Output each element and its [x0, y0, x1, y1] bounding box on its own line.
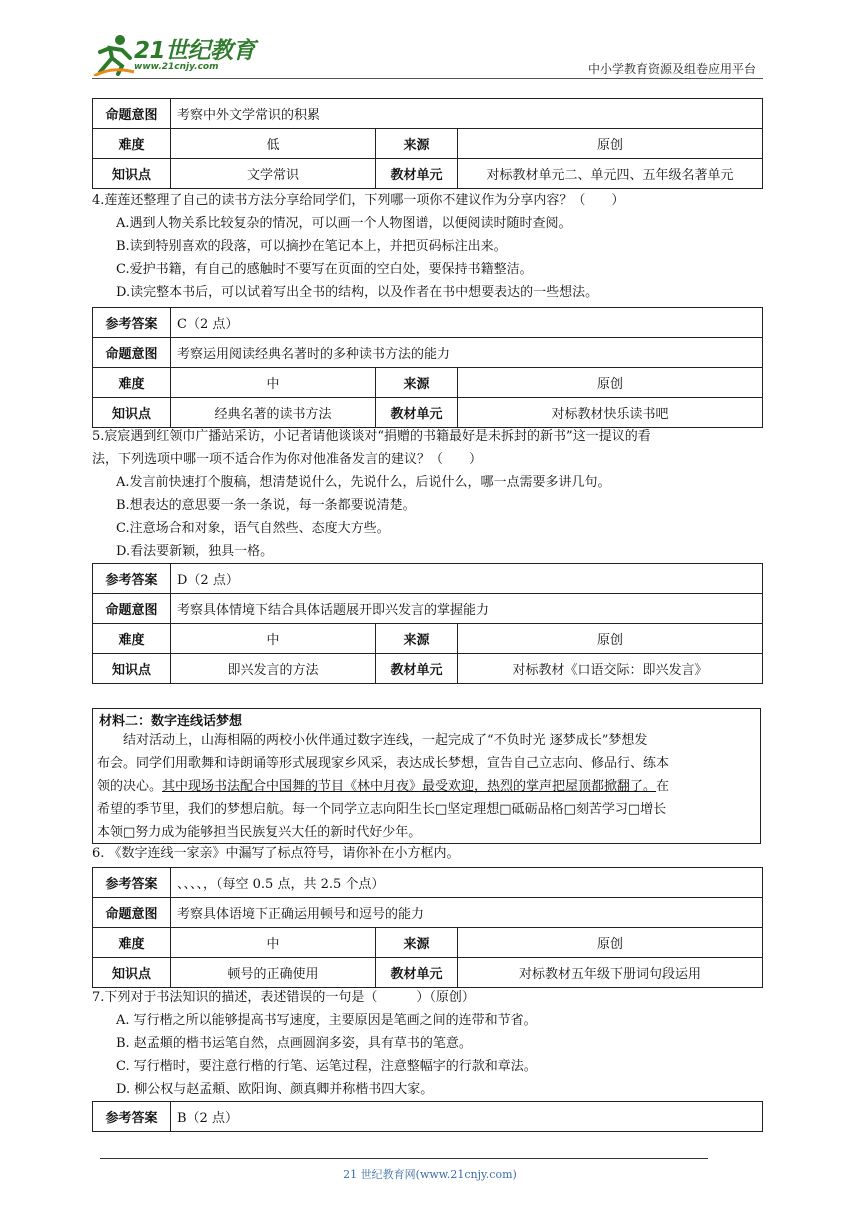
- info-table-q6: [92, 867, 763, 988]
- question-5-stem-line2: 法，下列选项中哪一项不适合作为你对他准备发言的建议？（ ）: [92, 452, 483, 467]
- difficulty-value: 中: [171, 624, 376, 654]
- difficulty-value: 中: [171, 368, 376, 398]
- question-5-stem-line1: 5.宸宸遇到红领巾广播站采访，小记者请他谈谈对“捐赠的书籍最好是未拆封的新书”这一提议的看: [92, 429, 651, 444]
- info-table-q5: [92, 563, 763, 684]
- logo-text: 21世纪教育: [134, 38, 256, 64]
- unit-label: 教材单元: [376, 159, 458, 189]
- platform-name: 中小学教育资源及组卷应用平台: [587, 62, 756, 76]
- knowledge-value: 即兴发言的方法: [171, 654, 376, 684]
- question-7-option-d: D. 柳公权与赵孟頫、欧阳询、颜真卿并称楷书四大家。: [116, 1082, 434, 1097]
- info-table-q7: [92, 1101, 763, 1132]
- difficulty-label: 难度: [93, 368, 171, 398]
- intent-value: 考察具体语境下正确运用顿号和逗号的能力: [171, 898, 763, 928]
- intent-label: 命题意图: [93, 338, 171, 368]
- question-4-stem: 4.莲莲还整理了自己的读书方法分享给同学们，下列哪一项你不建议作为分享内容？（ ）: [92, 193, 625, 208]
- source-value: 原创: [458, 129, 763, 159]
- intent-value: 考察运用阅读经典名著时的多种读书方法的能力: [171, 338, 763, 368]
- unit-value: 对标教材单元二、单元四、五年级名著单元: [458, 159, 763, 189]
- logo-url: www.21cnjy.com: [134, 62, 219, 72]
- answer-value: B（2 点）: [171, 1102, 763, 1132]
- knowledge-label: 知识点: [93, 654, 171, 684]
- header-divider: [92, 78, 763, 79]
- unit-value: 对标教材快乐读书吧: [458, 398, 763, 428]
- question-5-option-d: D.看法要新颖，独具一格。: [116, 544, 274, 559]
- knowledge-value: 顿号的正确使用: [171, 958, 376, 988]
- question-7-option-c: C. 写行楷时，要注意行楷的行笔、运笔过程，注意整幅字的行款和章法。: [116, 1059, 537, 1074]
- knowledge-label: 知识点: [93, 958, 171, 988]
- source-label: 来源: [376, 928, 458, 958]
- answer-label: 参考答案: [93, 1102, 171, 1132]
- unit-label: 教材单元: [376, 958, 458, 988]
- intent-value: 考察具体情境下结合具体话题展开即兴发言的掌握能力: [171, 594, 763, 624]
- question-4-option-a: A.遇到人物关系比较复杂的情况，可以画一个人物图谱，以便阅读时随时查阅。: [116, 216, 572, 231]
- intent-label: 命题意图: [93, 99, 171, 129]
- material-line: 希望的季节里，我们的梦想启航。每一个同学立志向阳生长□坚定理想□砥砺品格□刻苦学习□增长: [97, 802, 667, 817]
- source-label: 来源: [376, 624, 458, 654]
- knowledge-label: 知识点: [93, 398, 171, 428]
- difficulty-label: 难度: [93, 928, 171, 958]
- answer-label: 参考答案: [93, 308, 171, 338]
- footer-divider: [100, 1158, 708, 1159]
- knowledge-label: 知识点: [93, 159, 171, 189]
- material-text: 领的决心。: [97, 779, 163, 794]
- footer-link[interactable]: 21 世纪教育网(www.21cnjy.com): [343, 1168, 517, 1181]
- answer-value: C（2 点）: [171, 308, 763, 338]
- material-title: 材料二：数字连线话梦想: [99, 714, 243, 729]
- material-line: [97, 775, 669, 798]
- source-value: 原创: [458, 624, 763, 654]
- source-label: 来源: [376, 368, 458, 398]
- question-7-stem: 7.下列对于书法知识的描述，表述错误的一句是（ ）（原创）: [92, 990, 475, 1005]
- answer-value: 、、、、，（每空 0.5 点，共 2.5 个点）: [171, 868, 763, 898]
- unit-label: 教材单元: [376, 654, 458, 684]
- unit-label: 教材单元: [376, 398, 458, 428]
- question-4-option-d: D.读完整本书后，可以试着写出全书的结构，以及作者在书中想要表达的一些想法。: [116, 285, 599, 300]
- material-text: 在: [656, 779, 670, 794]
- material-line: 本领□努力成为能够担当民族复兴大任的新时代好少年。: [97, 825, 422, 840]
- question-4-option-b: B.读到特别喜欢的段落，可以摘抄在笔记本上，并把页码标注出来。: [116, 239, 507, 254]
- difficulty-value: 中: [171, 928, 376, 958]
- question-5-option-b: B.想表达的意思要一条一条说，每一条都要说清楚。: [116, 498, 416, 513]
- info-table-q4: [92, 307, 763, 428]
- material-line: 布会。同学们用歌舞和诗朗诵等形式展现家乡风采，表达成长梦想，宣告自己立志向、修品行、练本: [97, 756, 670, 771]
- knowledge-value: 文学常识: [171, 159, 376, 189]
- difficulty-value: 低: [171, 129, 376, 159]
- running-figure-icon: [92, 32, 136, 76]
- unit-value: 对标教材五年级下册词句段运用: [458, 958, 763, 988]
- answer-value: D（2 点）: [171, 564, 763, 594]
- material-line: 结对活动上，山海相隔的两校小伙伴通过数字连线，一起完成了“不负时光 逐梦成长”梦想发: [97, 733, 648, 748]
- intent-value: 考察中外文学常识的积累: [171, 99, 763, 129]
- intent-label: 命题意图: [93, 898, 171, 928]
- question-7-option-b: B. 赵孟頫的楷书运笔自然，点画圆润多姿，具有草书的笔意。: [116, 1036, 472, 1051]
- intent-label: 命题意图: [93, 594, 171, 624]
- material-underlined-sentence: 其中现场书法配合中国舞的节目《林中月夜》最受欢迎，热烈的掌声把屋顶都掀翻了。: [162, 779, 657, 794]
- source-value: 原创: [458, 368, 763, 398]
- source-value: 原创: [458, 928, 763, 958]
- source-label: 来源: [376, 129, 458, 159]
- answer-label: 参考答案: [93, 564, 171, 594]
- question-5-option-c: C.注意场合和对象，语气自然些、态度大方些。: [116, 521, 390, 536]
- material-box: [92, 708, 761, 844]
- question-4-option-c: C.爱护书籍，有自己的感触时不要写在页面的空白处，要保持书籍整洁。: [116, 262, 533, 277]
- difficulty-label: 难度: [93, 624, 171, 654]
- difficulty-label: 难度: [93, 129, 171, 159]
- unit-value: 对标教材《口语交际：即兴发言》: [458, 654, 763, 684]
- question-7-option-a: A. 写行楷之所以能够提高书写速度，主要原因是笔画之间的连带和节省。: [116, 1013, 537, 1028]
- question-5-option-a: A.发言前快速打个腹稿，想清楚说什么，先说什么，后说什么，哪一点需要多讲几句。: [116, 475, 611, 490]
- info-table-previous: [92, 98, 763, 189]
- question-6-stem: 6. 《数字连线一家亲》中漏写了标点符号，请你补在小方框内。: [92, 846, 460, 861]
- answer-label: 参考答案: [93, 868, 171, 898]
- site-logo: [92, 30, 262, 78]
- knowledge-value: 经典名著的读书方法: [171, 398, 376, 428]
